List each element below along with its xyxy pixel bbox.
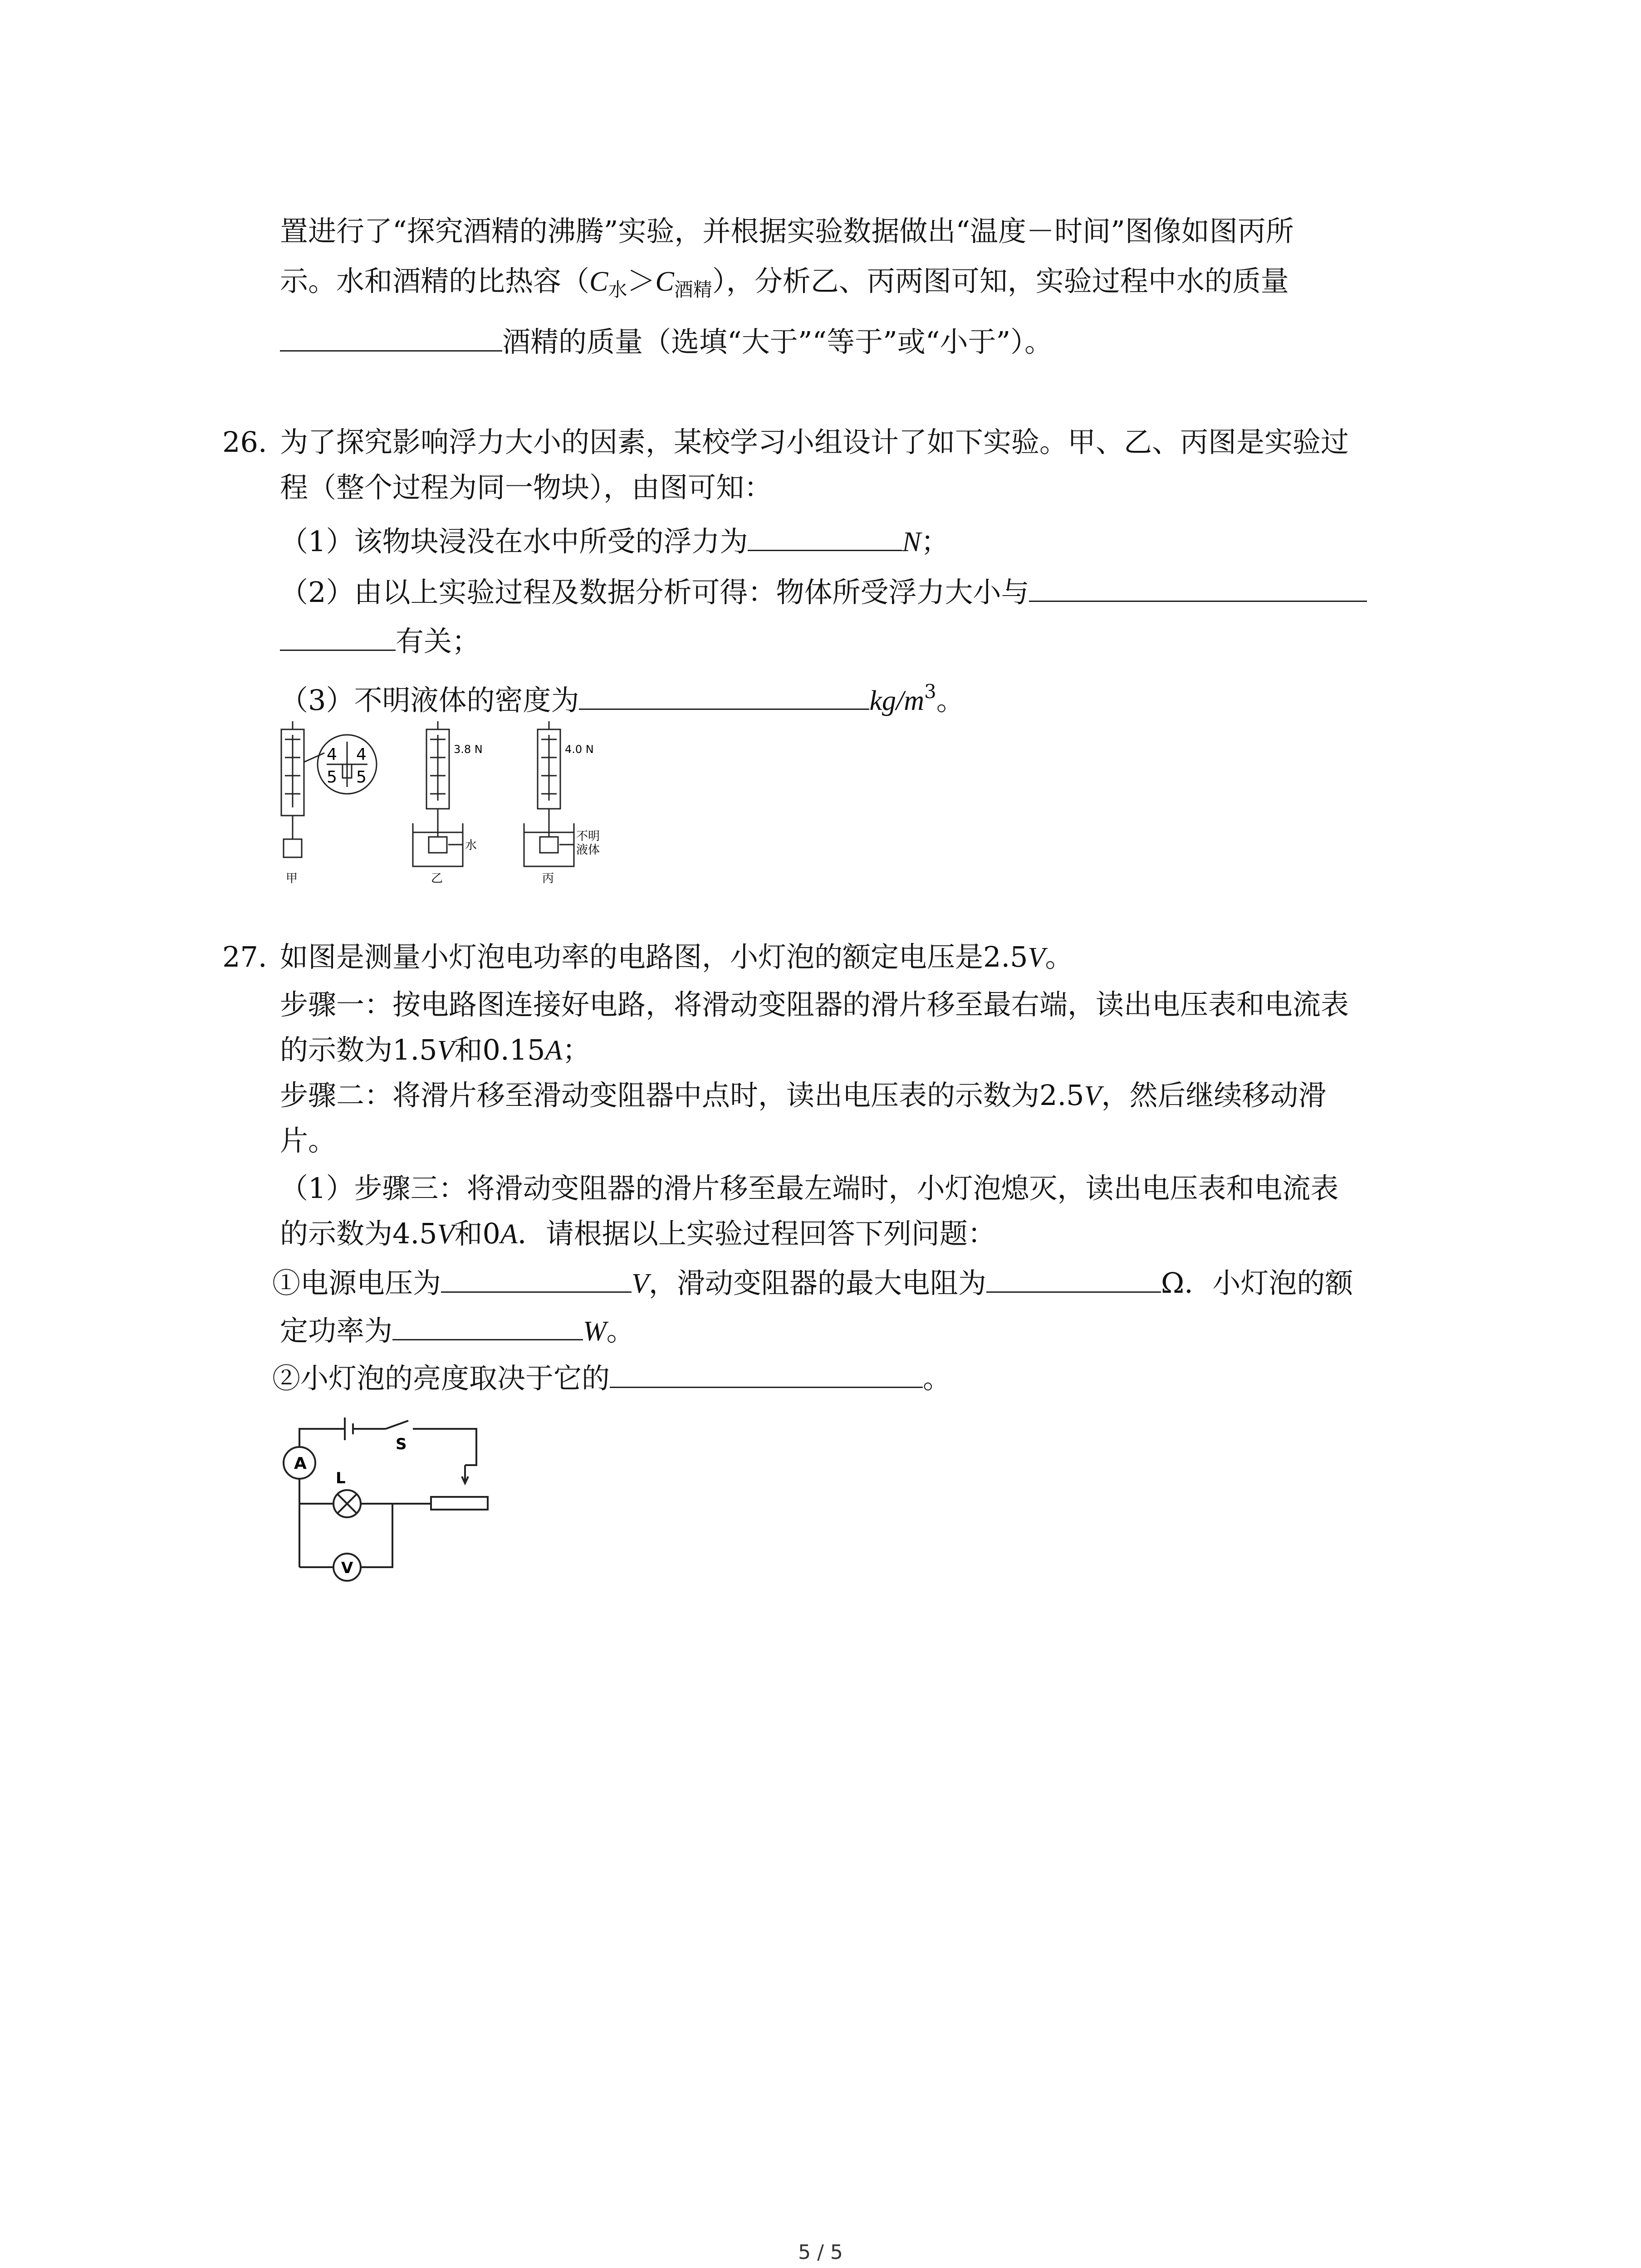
q27-sub-1-cont <box>280 1311 635 1349</box>
q27-p1-voltage: 4.5 <box>392 1217 437 1250</box>
q27-sub2-end: 。 <box>923 1362 951 1395</box>
q26-p3-exponent: 3 <box>924 680 936 703</box>
spring-scale-a <box>281 721 377 857</box>
q27-voltage-blank[interactable] <box>441 1263 632 1293</box>
q27-part-1-cont <box>280 1216 996 1252</box>
q25-answer-blank[interactable] <box>280 322 502 352</box>
q26-p1-blank[interactable] <box>748 522 902 551</box>
q27-p1-current-unit: A <box>500 1219 518 1250</box>
q27-brightness-blank[interactable] <box>610 1359 923 1388</box>
q27-step1-cont-text: 的示数为 <box>280 1033 393 1066</box>
q26-line-2 <box>280 469 772 506</box>
rheostat-body <box>431 1497 488 1510</box>
dial-bottom-left-mark: 5 <box>327 768 337 787</box>
liquid-unknown-label-1: 不明 <box>576 830 600 843</box>
q26-p1-text: （1）该物块浸没在水中所受的浮力为 <box>280 525 748 558</box>
figure-label-c: 丙 <box>542 872 554 885</box>
switch-label: S <box>396 1435 407 1453</box>
q27-sub1-unit-v: V <box>632 1268 649 1299</box>
q27-sub1-unit-ohm: Ω <box>1161 1266 1185 1300</box>
q26-p1-unit: N <box>902 527 921 557</box>
dial-top-right-mark: 4 <box>356 745 367 764</box>
q27-p1-current: 0 <box>482 1217 500 1250</box>
q27-step2-text: 步骤二：将滑片移至滑动变阻器中点时，读出电压表的示数为 <box>280 1079 1040 1112</box>
q27-sub1-text-c: ．小灯泡的额 <box>1184 1266 1353 1300</box>
q26-p3-blank[interactable] <box>579 680 869 710</box>
q25-line-3 <box>280 322 1053 360</box>
q27-number: 27. <box>222 940 267 973</box>
q27-line-1 <box>280 939 1073 976</box>
c-water-subscript: 水 <box>608 279 627 301</box>
q27-text-1: 如图是测量小灯泡电功率的电路图，小灯泡的额定电压是 <box>280 940 984 973</box>
voltmeter-label: V <box>341 1559 353 1577</box>
ammeter-label: A <box>294 1454 307 1473</box>
q27-p1-voltage-unit: V <box>437 1219 455 1250</box>
q27-step1-and: 和 <box>454 1033 483 1066</box>
buoyancy-figure <box>272 721 662 894</box>
q27-step1-current-unit: A <box>545 1035 563 1066</box>
q27-step1-voltage: 1.5 <box>392 1033 437 1066</box>
q27-p1-text: （1）步骤三：将滑动变阻器的滑片移至最左端时，小灯泡熄灭，读出电压表和电流表 <box>280 1172 1339 1205</box>
c-alcohol-symbol: C <box>655 266 674 297</box>
q25-text-3: 酒精的质量（选填“大于”“等于”或“小于”）。 <box>502 325 1053 358</box>
q26-p2-blank-1[interactable] <box>1029 572 1367 602</box>
q26-p3-end: 。 <box>936 684 965 717</box>
q27-p1-and: 和 <box>454 1217 483 1250</box>
q25-text-2b: ），分析乙、丙两图可知，实验过程中水的质量 <box>712 264 1289 298</box>
q25-text-1: 置进行了“探究酒精的沸腾”实验，并根据实验数据做出“温度－时间”图像如图丙所 <box>280 215 1294 248</box>
q27-sub1-unit-w: W <box>583 1316 607 1347</box>
switch-blade <box>386 1421 408 1429</box>
q27-step2-voltage-unit: V <box>1084 1080 1102 1111</box>
figure-label-b: 乙 <box>431 872 443 885</box>
q27-sub1-text: ①电源电压为 <box>272 1266 441 1300</box>
liquid-water-label: 水 <box>465 839 477 852</box>
q26-part-1 <box>280 522 949 560</box>
q27-sub-2 <box>272 1359 951 1397</box>
q27-line-1-end: 。 <box>1045 940 1073 973</box>
page-number: 5 / 5 <box>798 2241 843 2264</box>
q27-step1-current: 0.15 <box>482 1033 545 1066</box>
figure-label-a: 甲 <box>286 872 298 885</box>
q26-p2-text: （2）由以上实验过程及数据分析可得：物体所受浮力大小与 <box>280 576 1029 609</box>
q26-number: 26. <box>222 425 267 459</box>
circuit-diagram <box>272 1411 499 1592</box>
q26-p3-unit: kg/m <box>869 685 924 716</box>
q27-step-1 <box>280 987 1349 1023</box>
q27-sub-1 <box>272 1263 1353 1302</box>
q26-p3-text: （3）不明液体的密度为 <box>280 684 579 717</box>
q27-resistance-blank[interactable] <box>986 1263 1161 1293</box>
q27-part-1 <box>280 1170 1338 1207</box>
q25-line-2 <box>280 263 1289 308</box>
greater-than: ＞ <box>627 264 656 298</box>
q27-step-1-cont <box>280 1032 590 1069</box>
q26-part-3 <box>280 674 965 719</box>
q27-rated-voltage: 2.5 <box>983 940 1028 973</box>
dial-top-left-mark: 4 <box>327 745 337 764</box>
c-alcohol-subscript: 酒精 <box>674 279 712 301</box>
q26-p2-blank-2[interactable] <box>280 621 396 651</box>
lamp-label: L <box>336 1469 346 1487</box>
q27-step2-end: 片。 <box>280 1124 337 1157</box>
c-water-symbol: C <box>589 266 608 297</box>
q27-p1-cont-text: 的示数为 <box>280 1217 393 1250</box>
q26-part-2-cont <box>280 621 480 660</box>
q27-p1-end: ．请根据以上实验过程回答下列问题： <box>517 1217 996 1250</box>
q26-text-1: 为了探究影响浮力大小的因素，某校学习小组设计了如下实验。甲、乙、丙图是实验过 <box>280 425 1349 459</box>
q27-step1-voltage-unit: V <box>437 1035 455 1066</box>
reading-c: 4.0 N <box>565 743 594 756</box>
q27-sub1-text-d: 定功率为 <box>280 1314 393 1347</box>
q26-text-2: 程（整个过程为同一物块），由图可知： <box>280 471 773 504</box>
q26-p2-end: 有关； <box>396 625 480 658</box>
q27-sub1-text-b: ，滑动变阻器的最大电阻为 <box>648 1266 986 1300</box>
q27-rated-voltage-unit: V <box>1028 942 1045 973</box>
q27-sub2-text: ②小灯泡的亮度取决于它的 <box>272 1362 610 1395</box>
q27-step2-voltage: 2.5 <box>1039 1079 1084 1112</box>
q25-text-2a: 示。水和酒精的比热容（ <box>280 264 590 298</box>
q25-line-1 <box>280 213 1294 249</box>
q27-step1-text: 步骤一：按电路图连接好电路，将滑动变阻器的滑片移至最右端，读出电压表和电流表 <box>280 988 1349 1021</box>
q26-part-2 <box>280 572 1367 611</box>
q27-step1-end: ； <box>562 1033 591 1066</box>
q27-step2-text-b: ，然后继续移动滑 <box>1101 1079 1327 1112</box>
q27-step-2-cont <box>280 1123 336 1159</box>
reading-b: 3.8 N <box>454 743 483 756</box>
q26-p1-end: ； <box>921 525 949 558</box>
liquid-unknown-label-2: 液体 <box>576 843 600 857</box>
q27-power-blank[interactable] <box>392 1311 583 1340</box>
q27-step-2 <box>280 1077 1327 1114</box>
q26-line-1 <box>280 424 1349 460</box>
q27-sub1-end: 。 <box>606 1314 635 1347</box>
dial-bottom-right-mark: 5 <box>356 768 367 787</box>
